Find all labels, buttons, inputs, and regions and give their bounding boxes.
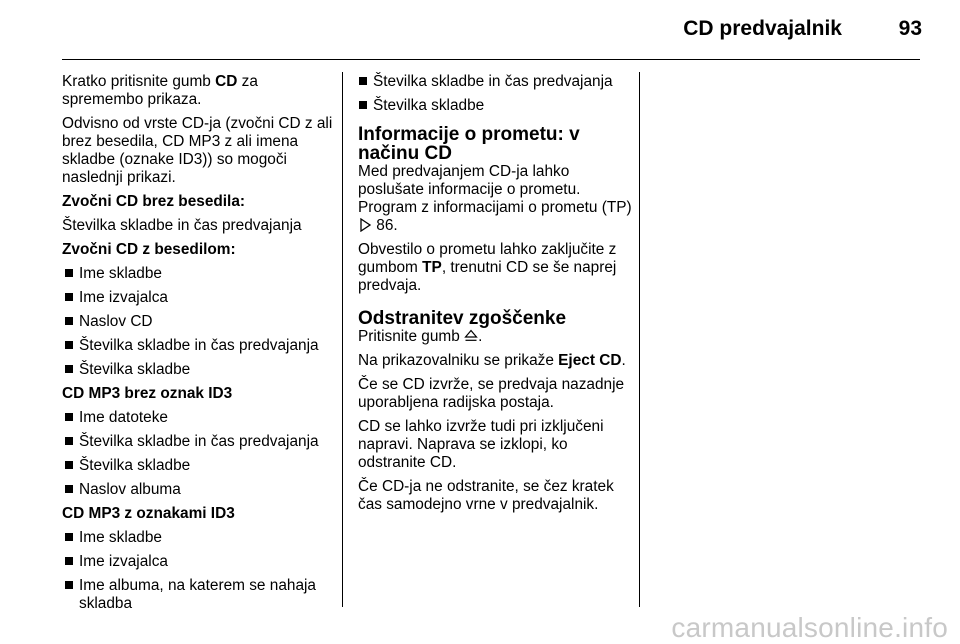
bullet-square-icon [65, 341, 73, 349]
list-item: Ime albuma, na katerem se nahaja skladba [64, 577, 334, 613]
page-reference-arrow-icon [358, 218, 372, 232]
heading-audio-cd-with-text: Zvočni CD z besedilom: [62, 241, 236, 258]
list-item: Ime izvajalca [64, 553, 334, 571]
page-title: CD predvajalnik [683, 17, 842, 40]
bullet-square-icon [65, 533, 73, 541]
audio-cd-with-text-list [64, 265, 334, 379]
list-item: Ime skladbe [64, 265, 334, 283]
bullet-square-icon [65, 557, 73, 565]
cd-button-label: CD [215, 73, 238, 90]
header-rule [62, 59, 920, 60]
heading-mp3-no-id3: CD MP3 brez oznak ID3 [62, 385, 233, 402]
heading-audio-cd-no-text: Zvočni CD brez besedila: [62, 193, 246, 210]
mp3-id3-list-continued [358, 73, 633, 115]
column-divider-right [639, 72, 640, 607]
list-item: Številka skladbe [64, 457, 334, 475]
page-reference: 86. [376, 217, 398, 234]
mp3-no-id3-list [64, 409, 334, 499]
bullet-square-icon [65, 293, 73, 301]
paragraph-eject-when-off: CD se lahko izvrže tudi pri izključeni napravi. Naprava se izklopi, ko odstranite CD. [358, 418, 604, 471]
bullet-square-icon [65, 461, 73, 469]
paragraph-traffic-info: Med predvajanjem CD-ja lahko poslušate informacije o prometu. Program z informacijami o prometu (TP) 86. [358, 163, 632, 234]
bullet-square-icon [359, 101, 367, 109]
bullet-square-icon [65, 485, 73, 493]
list-item: Številka skladbe in čas predvajanja [64, 337, 334, 355]
bullet-square-icon [359, 77, 367, 85]
heading-remove-cd: Odstranitev zgoščenke [358, 308, 567, 329]
list-item: Ime izvajalca [64, 289, 334, 307]
paragraph-eject-display: Na prikazovalniku se prikaže Eject CD. [358, 352, 626, 369]
list-item: Naslov CD [64, 313, 334, 331]
list-item: Ime datoteke [64, 409, 334, 427]
bullet-square-icon [65, 581, 73, 589]
page-number: 93 [898, 17, 922, 40]
bullet-square-icon [65, 413, 73, 421]
heading-mp3-id3: CD MP3 z oznakami ID3 [62, 505, 235, 522]
bullet-square-icon [65, 365, 73, 373]
paragraph-auto-reload: Če CD-ja ne odstranite, se čez kratek čas samodejno vrne v predvajalnik. [358, 478, 614, 513]
mp3-id3-list [64, 529, 334, 613]
bullet-square-icon [65, 437, 73, 445]
eject-cd-message: Eject CD [558, 352, 622, 369]
audio-cd-no-text-value: Številka skladbe in čas predvajanja [62, 217, 302, 234]
list-item: Številka skladbe [64, 361, 334, 379]
paragraph-after-eject: Če se CD izvrže, se predvaja nazadnje uporabljena radijska postaja. [358, 376, 625, 411]
paragraph-press-eject: Pritisnite gumb . [358, 328, 483, 345]
bullet-square-icon [65, 317, 73, 325]
watermark: carmanualsonline.info [671, 612, 948, 643]
list-item: Ime skladbe [64, 529, 334, 547]
list-item: Naslov albuma [64, 481, 334, 499]
list-item: Številka skladbe in čas predvajanja [358, 73, 633, 91]
heading-traffic-info: Informacije o prometu: v načinu CD [358, 124, 580, 164]
column-left [62, 73, 334, 619]
eject-icon [464, 329, 478, 342]
bullet-square-icon [65, 269, 73, 277]
paragraph-traffic-end: Obvestilo o prometu lahko zaključite z gumbom TP, trenutni CD se še naprej predvaja. [358, 241, 617, 294]
tp-button-label: TP [422, 259, 442, 276]
paragraph-display-types: Odvisno od vrste CD-ja (zvočni CD z ali brez besedila, CD MP3 z ali imena skladbe (oznake ID3)) so mogoči naslednji prikazi. [62, 115, 333, 186]
column-right [358, 73, 633, 520]
column-divider-left [342, 72, 343, 607]
list-item: Številka skladbe in čas predvajanja [64, 433, 334, 451]
paragraph-display-button: Kratko pritisnite gumb CD za spremembo prikaza. [62, 73, 258, 108]
list-item: Številka skladbe [358, 97, 633, 115]
